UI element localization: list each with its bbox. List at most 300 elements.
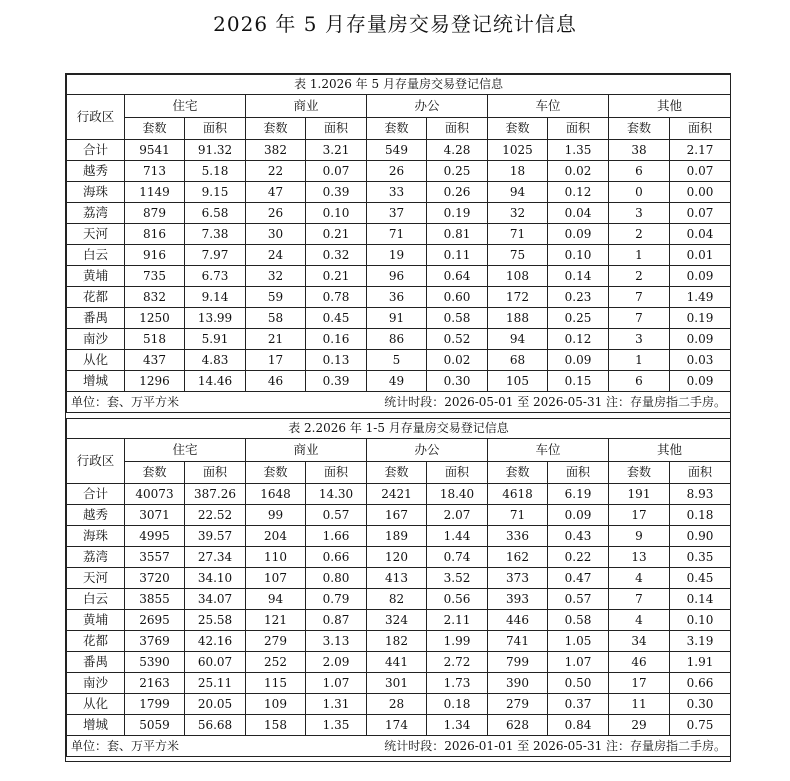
total-row [67, 140, 731, 161]
district-cell: 增城 [67, 715, 125, 736]
count-cell: 3769 [125, 631, 185, 652]
area-cell: 14.46 [185, 371, 246, 392]
area-cell: 0.11 [427, 245, 488, 266]
group-header-other: 其他 [609, 439, 731, 462]
count-cell: 58 [246, 308, 306, 329]
table-footer [67, 736, 731, 757]
area-cell: 0.09 [670, 329, 731, 350]
table-caption: 表 2.2026 年 1-5 月存量房交易登记信息 [67, 419, 731, 439]
count-cell: 46 [246, 371, 306, 392]
area-cell: 4.28 [427, 140, 488, 161]
table-row [67, 371, 731, 392]
area-cell: 0.57 [548, 589, 609, 610]
area-cell: 34.10 [185, 568, 246, 589]
count-cell: 2421 [367, 484, 427, 505]
subheader-area: 面积 [427, 462, 488, 484]
area-cell: 0.18 [670, 505, 731, 526]
area-cell: 0.03 [670, 350, 731, 371]
table-row [67, 673, 731, 694]
count-cell: 19 [367, 245, 427, 266]
count-cell: 1 [609, 350, 670, 371]
subheader-count: 套数 [246, 462, 306, 484]
count-cell: 2163 [125, 673, 185, 694]
table-row [67, 224, 731, 245]
area-cell: 1.99 [427, 631, 488, 652]
area-cell: 42.16 [185, 631, 246, 652]
count-cell: 49 [367, 371, 427, 392]
count-cell: 94 [488, 329, 548, 350]
area-cell: 0.04 [548, 203, 609, 224]
count-cell: 6 [609, 371, 670, 392]
area-cell: 0.10 [306, 203, 367, 224]
area-cell: 2.07 [427, 505, 488, 526]
count-cell: 1149 [125, 182, 185, 203]
count-cell: 2 [609, 224, 670, 245]
subheader-area: 面积 [306, 462, 367, 484]
area-cell: 0.01 [670, 245, 731, 266]
area-cell: 0.00 [670, 182, 731, 203]
district-cell: 番禺 [67, 652, 125, 673]
count-cell: 735 [125, 266, 185, 287]
table-caption: 表 1.2026 年 5 月存量房交易登记信息 [67, 75, 731, 95]
area-cell: 0.58 [427, 308, 488, 329]
area-cell: 5.18 [185, 161, 246, 182]
count-cell: 1025 [488, 140, 548, 161]
count-cell: 47 [246, 182, 306, 203]
area-cell: 0.21 [306, 266, 367, 287]
count-cell: 9541 [125, 140, 185, 161]
area-cell: 0.12 [548, 182, 609, 203]
area-cell: 1.35 [548, 140, 609, 161]
area-cell: 0.30 [670, 694, 731, 715]
area-cell: 0.25 [548, 308, 609, 329]
area-cell: 0.87 [306, 610, 367, 631]
area-cell: 0.74 [427, 547, 488, 568]
area-cell: 387.26 [185, 484, 246, 505]
area-cell: 0.66 [306, 547, 367, 568]
count-cell: 6 [609, 161, 670, 182]
area-cell: 0.22 [548, 547, 609, 568]
table-row [67, 266, 731, 287]
district-cell: 花都 [67, 287, 125, 308]
count-cell: 1296 [125, 371, 185, 392]
table-row [67, 287, 731, 308]
area-cell: 6.58 [185, 203, 246, 224]
table-row [67, 505, 731, 526]
page-title: 2026 年 5 月存量房交易登记统计信息 [213, 12, 577, 36]
district-header: 行政区 [67, 439, 125, 484]
subheader-count: 套数 [125, 118, 185, 140]
count-cell: 441 [367, 652, 427, 673]
count-cell: 26 [246, 203, 306, 224]
area-cell: 0.45 [670, 568, 731, 589]
group-header-parking: 车位 [488, 95, 609, 118]
subheader-area: 面积 [185, 462, 246, 484]
count-cell: 191 [609, 484, 670, 505]
subheader-area: 面积 [306, 118, 367, 140]
count-cell: 1648 [246, 484, 306, 505]
count-cell: 204 [246, 526, 306, 547]
subheader-count: 套数 [125, 462, 185, 484]
count-cell: 21 [246, 329, 306, 350]
count-cell: 252 [246, 652, 306, 673]
area-cell: 0.09 [548, 224, 609, 245]
count-cell: 437 [125, 350, 185, 371]
area-cell: 1.73 [427, 673, 488, 694]
area-cell: 0.09 [670, 266, 731, 287]
district-cell: 从化 [67, 350, 125, 371]
district-cell: 荔湾 [67, 203, 125, 224]
count-cell: 172 [488, 287, 548, 308]
area-cell: 0.12 [548, 329, 609, 350]
count-cell: 2 [609, 266, 670, 287]
table-footer [67, 392, 731, 413]
area-cell: 0.90 [670, 526, 731, 547]
district-cell: 白云 [67, 589, 125, 610]
district-cell: 海珠 [67, 526, 125, 547]
count-cell: 279 [246, 631, 306, 652]
area-cell: 39.57 [185, 526, 246, 547]
district-cell: 越秀 [67, 161, 125, 182]
table-row [67, 547, 731, 568]
count-cell: 9 [609, 526, 670, 547]
count-cell: 446 [488, 610, 548, 631]
count-cell: 120 [367, 547, 427, 568]
area-cell: 7.38 [185, 224, 246, 245]
count-cell: 30 [246, 224, 306, 245]
area-cell: 0.07 [670, 161, 731, 182]
area-cell: 0.60 [427, 287, 488, 308]
count-cell: 29 [609, 715, 670, 736]
count-cell: 71 [367, 224, 427, 245]
table-row [67, 182, 731, 203]
count-cell: 121 [246, 610, 306, 631]
count-cell: 37 [367, 203, 427, 224]
district-cell: 白云 [67, 245, 125, 266]
group-header-office: 办公 [367, 95, 488, 118]
period-note: 统计时段：2026-05-01 至 2026-05-31 注：存量房指二手房。 [384, 395, 727, 409]
area-cell: 0.52 [427, 329, 488, 350]
count-cell: 3720 [125, 568, 185, 589]
count-cell: 94 [488, 182, 548, 203]
subheader-area: 面积 [548, 118, 609, 140]
count-cell: 7 [609, 287, 670, 308]
count-cell: 38 [609, 140, 670, 161]
area-cell: 0.02 [548, 161, 609, 182]
area-cell: 0.37 [548, 694, 609, 715]
area-cell: 0.07 [670, 203, 731, 224]
count-cell: 11 [609, 694, 670, 715]
area-cell: 4.83 [185, 350, 246, 371]
count-cell: 549 [367, 140, 427, 161]
area-cell: 0.18 [427, 694, 488, 715]
district-cell: 从化 [67, 694, 125, 715]
count-cell: 109 [246, 694, 306, 715]
area-cell: 1.07 [306, 673, 367, 694]
count-cell: 18 [488, 161, 548, 182]
area-cell: 0.78 [306, 287, 367, 308]
area-cell: 60.07 [185, 652, 246, 673]
count-cell: 373 [488, 568, 548, 589]
count-cell: 1250 [125, 308, 185, 329]
count-cell: 105 [488, 371, 548, 392]
subheader-count: 套数 [609, 118, 670, 140]
area-cell: 0.30 [427, 371, 488, 392]
table-row [67, 631, 731, 652]
table-row [67, 350, 731, 371]
table-row [67, 329, 731, 350]
table-row [67, 308, 731, 329]
district-cell: 黄埔 [67, 266, 125, 287]
area-cell: 13.99 [185, 308, 246, 329]
count-cell: 28 [367, 694, 427, 715]
count-cell: 4 [609, 610, 670, 631]
table-row [67, 610, 731, 631]
area-cell: 2.17 [670, 140, 731, 161]
area-cell: 22.52 [185, 505, 246, 526]
table-body [67, 484, 731, 736]
count-cell: 4 [609, 568, 670, 589]
count-cell: 26 [367, 161, 427, 182]
count-cell: 413 [367, 568, 427, 589]
count-cell: 0 [609, 182, 670, 203]
area-cell: 8.93 [670, 484, 731, 505]
count-cell: 7 [609, 308, 670, 329]
area-cell: 2.11 [427, 610, 488, 631]
count-cell: 182 [367, 631, 427, 652]
table-monthly [66, 74, 731, 413]
count-cell: 7 [609, 589, 670, 610]
subheader-count: 套数 [609, 462, 670, 484]
table-row [67, 694, 731, 715]
area-cell: 56.68 [185, 715, 246, 736]
area-cell: 1.66 [306, 526, 367, 547]
area-cell: 27.34 [185, 547, 246, 568]
count-cell: 59 [246, 287, 306, 308]
count-cell: 3557 [125, 547, 185, 568]
area-cell: 0.09 [548, 350, 609, 371]
group-header-commercial: 商业 [246, 439, 367, 462]
total-row [67, 484, 731, 505]
group-header-residential: 住宅 [125, 95, 246, 118]
area-cell: 3.19 [670, 631, 731, 652]
table-row [67, 568, 731, 589]
subheader-count: 套数 [488, 118, 548, 140]
area-cell: 7.97 [185, 245, 246, 266]
area-cell: 3.13 [306, 631, 367, 652]
area-cell: 3.52 [427, 568, 488, 589]
count-cell: 3071 [125, 505, 185, 526]
count-cell: 167 [367, 505, 427, 526]
count-cell: 46 [609, 652, 670, 673]
subheader-count: 套数 [488, 462, 548, 484]
area-cell: 0.39 [306, 182, 367, 203]
count-cell: 174 [367, 715, 427, 736]
count-cell: 4618 [488, 484, 548, 505]
area-cell: 0.09 [670, 371, 731, 392]
area-cell: 0.66 [670, 673, 731, 694]
district-cell: 海珠 [67, 182, 125, 203]
count-cell: 279 [488, 694, 548, 715]
area-cell: 0.79 [306, 589, 367, 610]
table-row [67, 203, 731, 224]
area-cell: 0.15 [548, 371, 609, 392]
count-cell: 3 [609, 329, 670, 350]
area-cell: 25.11 [185, 673, 246, 694]
table-body [67, 140, 731, 392]
area-cell: 0.10 [548, 245, 609, 266]
subheader-count: 套数 [367, 118, 427, 140]
count-cell: 94 [246, 589, 306, 610]
count-cell: 382 [246, 140, 306, 161]
area-cell: 0.64 [427, 266, 488, 287]
area-cell: 0.21 [306, 224, 367, 245]
count-cell: 4995 [125, 526, 185, 547]
area-cell: 6.19 [548, 484, 609, 505]
count-cell: 107 [246, 568, 306, 589]
count-cell: 32 [246, 266, 306, 287]
area-cell: 0.35 [670, 547, 731, 568]
count-cell: 336 [488, 526, 548, 547]
count-cell: 5390 [125, 652, 185, 673]
count-cell: 162 [488, 547, 548, 568]
area-cell: 0.32 [306, 245, 367, 266]
area-cell: 1.35 [306, 715, 367, 736]
count-cell: 17 [246, 350, 306, 371]
count-cell: 22 [246, 161, 306, 182]
area-cell: 0.57 [306, 505, 367, 526]
area-cell: 2.09 [306, 652, 367, 673]
area-cell: 6.73 [185, 266, 246, 287]
count-cell: 628 [488, 715, 548, 736]
district-cell: 天河 [67, 224, 125, 245]
count-cell: 158 [246, 715, 306, 736]
area-cell: 0.81 [427, 224, 488, 245]
subheader-count: 套数 [246, 118, 306, 140]
count-cell: 3855 [125, 589, 185, 610]
area-cell: 20.05 [185, 694, 246, 715]
unit-note: 单位：套、万平方米 [71, 739, 180, 753]
group-header-commercial: 商业 [246, 95, 367, 118]
table-row [67, 245, 731, 266]
count-cell: 115 [246, 673, 306, 694]
area-cell: 3.21 [306, 140, 367, 161]
area-cell: 0.16 [306, 329, 367, 350]
count-cell: 832 [125, 287, 185, 308]
count-cell: 799 [488, 652, 548, 673]
area-cell: 2.72 [427, 652, 488, 673]
count-cell: 96 [367, 266, 427, 287]
table-row [67, 589, 731, 610]
count-cell: 1799 [125, 694, 185, 715]
area-cell: 0.47 [548, 568, 609, 589]
count-cell: 301 [367, 673, 427, 694]
district-cell: 天河 [67, 568, 125, 589]
area-cell: 9.14 [185, 287, 246, 308]
area-cell: 0.80 [306, 568, 367, 589]
count-cell: 13 [609, 547, 670, 568]
count-cell: 1 [609, 245, 670, 266]
count-cell: 17 [609, 673, 670, 694]
area-cell: 0.14 [670, 589, 731, 610]
district-cell: 黄埔 [67, 610, 125, 631]
subheader-count: 套数 [367, 462, 427, 484]
district-cell: 南沙 [67, 673, 125, 694]
count-cell: 32 [488, 203, 548, 224]
area-cell: 0.39 [306, 371, 367, 392]
area-cell: 1.34 [427, 715, 488, 736]
subheader-area: 面积 [185, 118, 246, 140]
period-note: 统计时段：2026-01-01 至 2026-05-31 注：存量房指二手房。 [384, 739, 727, 753]
subheader-area: 面积 [427, 118, 488, 140]
area-cell: 0.84 [548, 715, 609, 736]
count-cell: 916 [125, 245, 185, 266]
count-cell: 5059 [125, 715, 185, 736]
count-cell: 2695 [125, 610, 185, 631]
count-cell: 393 [488, 589, 548, 610]
area-cell: 0.09 [548, 505, 609, 526]
table-row [67, 715, 731, 736]
count-cell: 324 [367, 610, 427, 631]
area-cell: 0.26 [427, 182, 488, 203]
group-header-office: 办公 [367, 439, 488, 462]
count-cell: 108 [488, 266, 548, 287]
area-cell: 0.56 [427, 589, 488, 610]
group-header-residential: 住宅 [125, 439, 246, 462]
area-cell: 0.75 [670, 715, 731, 736]
area-cell: 5.91 [185, 329, 246, 350]
count-cell: 68 [488, 350, 548, 371]
district-cell: 南沙 [67, 329, 125, 350]
area-cell: 18.40 [427, 484, 488, 505]
district-header: 行政区 [67, 95, 125, 140]
table-row [67, 526, 731, 547]
count-cell: 71 [488, 224, 548, 245]
area-cell: 0.25 [427, 161, 488, 182]
area-cell: 34.07 [185, 589, 246, 610]
subheader-area: 面积 [670, 462, 731, 484]
count-cell: 33 [367, 182, 427, 203]
area-cell: 0.19 [670, 308, 731, 329]
count-cell: 24 [246, 245, 306, 266]
area-cell: 0.02 [427, 350, 488, 371]
count-cell: 188 [488, 308, 548, 329]
area-cell: 0.50 [548, 673, 609, 694]
area-cell: 0.13 [306, 350, 367, 371]
area-cell: 14.30 [306, 484, 367, 505]
area-cell: 0.45 [306, 308, 367, 329]
area-cell: 9.15 [185, 182, 246, 203]
district-cell: 花都 [67, 631, 125, 652]
area-cell: 1.31 [306, 694, 367, 715]
count-cell: 91 [367, 308, 427, 329]
count-cell: 189 [367, 526, 427, 547]
table-row [67, 652, 731, 673]
area-cell: 1.44 [427, 526, 488, 547]
count-cell: 518 [125, 329, 185, 350]
group-header-other: 其他 [609, 95, 731, 118]
count-cell: 816 [125, 224, 185, 245]
area-cell: 0.19 [427, 203, 488, 224]
count-cell: 36 [367, 287, 427, 308]
area-cell: 1.05 [548, 631, 609, 652]
area-cell: 1.49 [670, 287, 731, 308]
district-cell: 增城 [67, 371, 125, 392]
area-cell: 0.04 [670, 224, 731, 245]
count-cell: 110 [246, 547, 306, 568]
table-year-to-date [66, 418, 731, 757]
district-cell: 荔湾 [67, 547, 125, 568]
